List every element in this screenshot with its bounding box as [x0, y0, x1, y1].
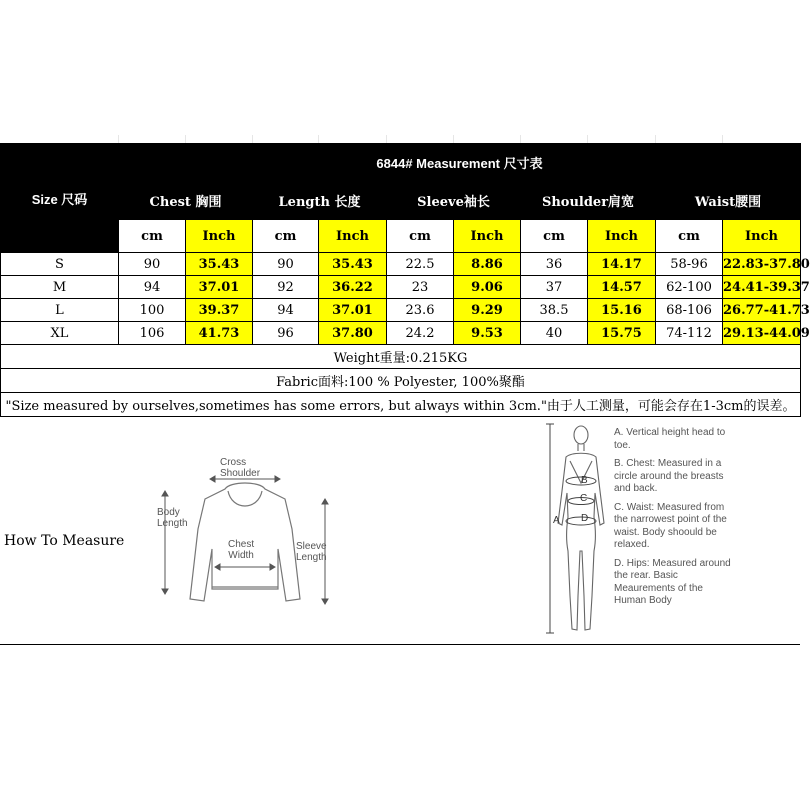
top-faint-gridlines [0, 135, 800, 143]
inch-value: 29.13-44.09 [723, 322, 801, 345]
col-shoulder: Shoulder肩宽 [521, 182, 656, 220]
cm-value: 38.5 [521, 299, 588, 322]
inch-value: 22.83-37.80 [723, 253, 801, 276]
measurement-note: "Size measured by ourselves,sometimes has some errors, but always within 3cm."由于人工测量，可能会存在1-3cm的误差。 [1, 393, 801, 417]
unit-cm: cm [521, 220, 588, 253]
unit-cm: cm [253, 220, 319, 253]
unit-inch: Inch [319, 220, 387, 253]
cm-value: 37 [521, 276, 588, 299]
unit-inch: Inch [186, 220, 253, 253]
legend-item-c: C. Waist: Measured from the narrowest point of the waist. Body shoould be relaxed. [614, 501, 727, 550]
inch-value: 15.75 [588, 322, 656, 345]
figure-letter-d: D [581, 513, 589, 524]
unit-inch: Inch [454, 220, 521, 253]
inch-value: 35.43 [186, 253, 253, 276]
cm-value: 40 [521, 322, 588, 345]
col-length: Length 长度 [253, 182, 387, 220]
cm-value: 100 [119, 299, 186, 322]
cm-value: 36 [521, 253, 588, 276]
body-length-label: Body Length [157, 507, 188, 529]
legend-item-a: A. Vertical height head to toe. [614, 427, 726, 451]
inch-value: 35.43 [319, 253, 387, 276]
col-sleeve: Sleeve袖长 [387, 182, 521, 220]
unit-cm: cm [119, 220, 186, 253]
cm-value: 92 [253, 276, 319, 299]
cm-value: 23.6 [387, 299, 454, 322]
cross-shoulder-label: Cross Shoulder [220, 457, 261, 479]
inch-value: 15.16 [588, 299, 656, 322]
size-label: XL [1, 322, 119, 345]
cm-value: 74-112 [656, 322, 723, 345]
cm-value: 62-100 [656, 276, 723, 299]
inch-value: 8.86 [454, 253, 521, 276]
inch-value: 39.37 [186, 299, 253, 322]
chest-width-label: Chest Width [228, 539, 255, 561]
cm-value: 96 [253, 322, 319, 345]
weight-row: Weight重量:0.215KG [1, 345, 801, 369]
size-header: Size 尺码 [1, 144, 119, 253]
unit-inch: Inch [588, 220, 656, 253]
cm-value: 68-106 [656, 299, 723, 322]
unit-cm: cm [656, 220, 723, 253]
inch-value: 37.01 [319, 299, 387, 322]
unit-cm: cm [387, 220, 454, 253]
how-to-measure-label: How To Measure [4, 533, 125, 549]
size-label: L [1, 299, 119, 322]
legend-item-d: D. Hips: Measured around the rear. Basic Meaurements of the Human Body [614, 557, 731, 606]
inch-value: 37.01 [186, 276, 253, 299]
inch-value: 26.77-41.73 [723, 299, 801, 322]
cm-value: 24.2 [387, 322, 454, 345]
cm-value: 94 [253, 299, 319, 322]
cm-value: 94 [119, 276, 186, 299]
chart-title: 6844# Measurement 尺寸表 [119, 144, 801, 182]
cm-value: 22.5 [387, 253, 454, 276]
inch-value: 41.73 [186, 322, 253, 345]
inch-value: 36.22 [319, 276, 387, 299]
fabric-row: Fabric面料:100 % Polyester, 100%聚酯 [1, 369, 801, 393]
cm-value: 106 [119, 322, 186, 345]
figure-letter-c: C [580, 493, 588, 504]
legend-item-b: B. Chest: Measured in a circle around the breasts and back. [614, 458, 724, 494]
size-label: S [1, 253, 119, 276]
inch-value: 37.80 [319, 322, 387, 345]
size-label: M [1, 276, 119, 299]
inch-value: 9.53 [454, 322, 521, 345]
cm-value: 90 [119, 253, 186, 276]
body-figure-diagram [540, 421, 610, 643]
figure-letter-b: B [581, 475, 588, 486]
inch-value: 24.41-39.37 [723, 276, 801, 299]
measurement-legend [614, 427, 734, 614]
cm-value: 90 [253, 253, 319, 276]
col-chest: Chest 胸围 [119, 182, 253, 220]
inch-value: 9.06 [454, 276, 521, 299]
inch-value: 14.17 [588, 253, 656, 276]
how-to-measure-section [0, 409, 800, 645]
inch-value: 14.57 [588, 276, 656, 299]
cm-value: 23 [387, 276, 454, 299]
col-waist: Waist腰围 [656, 182, 801, 220]
inch-value: 9.29 [454, 299, 521, 322]
sleeve-length-label: Sleeve Length [296, 541, 327, 563]
cm-value: 58-96 [656, 253, 723, 276]
unit-inch: Inch [723, 220, 801, 253]
figure-letter-a: A [553, 515, 560, 526]
